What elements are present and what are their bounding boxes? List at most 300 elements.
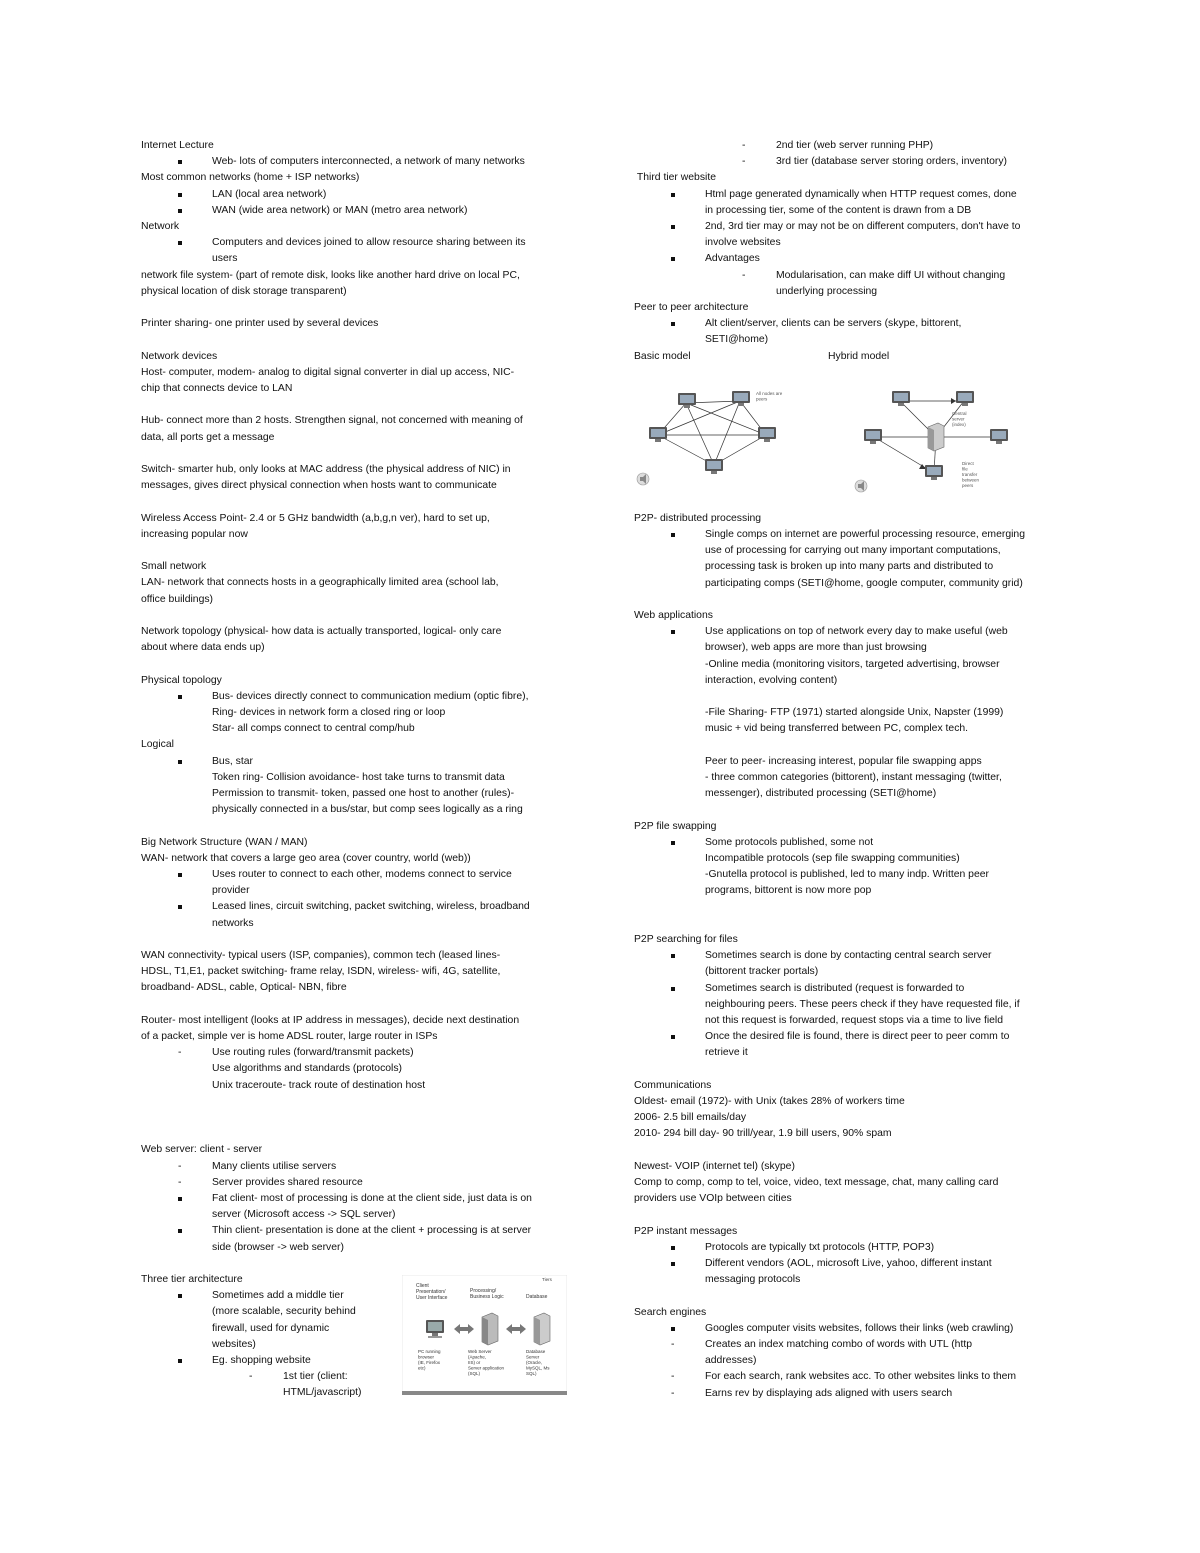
indented-line — [634, 332, 1066, 348]
indented-line — [634, 705, 1066, 721]
bullet-text: For each search, rank websites acc. To other websites links to them — [705, 1371, 1017, 1383]
peer-computer-icon — [925, 465, 943, 480]
text-line — [141, 1142, 573, 1158]
line-text: increasing popular now — [141, 528, 248, 540]
line-text: Ring- devices in network form a closed ring or loop — [212, 706, 446, 718]
bullet-text: Computers and devices joined to allow resource sharing between its — [212, 237, 526, 249]
figure-label: (SQL) — [468, 1371, 481, 1376]
bullet-text: Creates an index matching combo of words with UTL (http — [705, 1339, 973, 1351]
three-tier-architecture-figure — [402, 1275, 567, 1395]
sound-icon — [637, 473, 649, 485]
bullet-item — [141, 154, 573, 170]
text-line — [141, 349, 573, 365]
text-line — [141, 592, 573, 608]
line-text: in processing tier, some of the content is drawn from a DB — [705, 204, 972, 216]
blank-line — [141, 818, 573, 834]
line-text: P2P file swapping — [634, 820, 717, 832]
indented-line — [634, 543, 1066, 559]
figure-label: All nodes are — [756, 391, 783, 396]
blank-line — [634, 802, 1066, 818]
indented-line — [634, 786, 1066, 802]
figure-label: Server application — [468, 1365, 505, 1371]
bullet-text: Different vendors (AOL, microsoft Live, yahoo, different instant — [705, 1258, 992, 1270]
text-line — [634, 1305, 1066, 1321]
bullet-item — [634, 1369, 1066, 1385]
text-line — [141, 737, 573, 753]
blank-line — [141, 446, 573, 462]
figure-label: User Interface — [416, 1295, 448, 1301]
blank-line — [141, 608, 573, 624]
bullet-text: Sometimes add a middle tier — [212, 1290, 344, 1302]
indented-line — [634, 235, 1066, 251]
line-text: Web server: client - server — [141, 1144, 263, 1156]
line-text: side (browser -> web server) — [212, 1241, 344, 1253]
line-text: Hub- connect more than 2 hosts. Strengthen signal, not concerned with meaning of — [141, 415, 523, 427]
line-text: 2006- 2.5 bill emails/day — [634, 1112, 747, 1124]
indented-line — [634, 1013, 1066, 1029]
indented-line — [141, 1078, 573, 1094]
dash-bullet-icon: - — [742, 269, 746, 281]
figure-label: (Apache, — [468, 1354, 487, 1360]
text-line — [141, 284, 573, 300]
indented-line — [634, 657, 1066, 673]
sub-bullet-item — [634, 154, 1066, 170]
text-line — [634, 300, 1066, 316]
dash-bullet-icon: - — [671, 1387, 675, 1399]
line-text: Communications — [634, 1079, 712, 1091]
indented-line — [634, 721, 1066, 737]
indented-line — [141, 802, 573, 818]
line-text: Logical — [141, 739, 174, 751]
text-line — [141, 413, 573, 429]
bullet-item — [634, 1029, 1066, 1045]
text-line — [141, 624, 573, 640]
dash-bullet-icon: - — [249, 1371, 253, 1383]
line-text: office buildings) — [141, 593, 214, 605]
line-text: Wireless Access Point- 2.4 or 5 GHz bandwidth (a,b,g,n ver), hard to set up, — [141, 512, 490, 524]
line-text: messages, gives direct physical connection when hosts want to communicate — [141, 480, 497, 492]
line-text: HDSL, T1,E1, packet switching- frame relay, ISDN, wireless- wifi, 4G, satellite, — [141, 966, 501, 978]
indented-line — [634, 997, 1066, 1013]
line-text: Switch- smarter hub, only looks at MAC address (the physical address of NIC) in — [141, 464, 511, 475]
text-line — [141, 1029, 573, 1045]
bullet-item — [141, 1191, 573, 1207]
line-text: participating comps (SETI@home, google computer, community grid) — [705, 577, 1023, 589]
line-text: networks — [212, 917, 254, 929]
line-text: firewall, used for dynamic — [212, 1322, 330, 1334]
figure-label: server — [952, 416, 965, 422]
peer-computer-icon — [892, 391, 910, 406]
blank-line — [634, 592, 1066, 608]
bullet-text: 2nd, 3rd tier may or may not be on different computers, don't have to — [705, 221, 1021, 233]
line-text: browser), web apps are more than just browsing — [705, 642, 927, 654]
line-text: Oldest- email (1972)- with Unix (takes 28% of workers time — [634, 1096, 905, 1108]
line-text: - three common categories (bittorent), instant messaging (twitter, — [705, 772, 1002, 784]
text-line — [141, 365, 573, 381]
figure-label: IIS) or — [468, 1360, 481, 1365]
peer-computer-icon — [758, 427, 776, 442]
line-text: about where data ends up) — [141, 642, 265, 654]
text-line — [141, 478, 573, 494]
line-text: data, all ports get a message — [141, 431, 275, 443]
line-text: P2P instant messages — [634, 1225, 738, 1237]
text-line — [141, 1013, 573, 1029]
peer-computer-icon — [956, 391, 974, 406]
line-text: Router- most intelligent (looks at IP address in messages), decide next destination — [141, 1014, 520, 1026]
figure-label: peers — [962, 483, 974, 488]
figure-label: (index) — [952, 422, 966, 427]
tiers-corner-label: Tiers — [542, 1277, 552, 1282]
line-text: Printer sharing- one printer used by several devices — [141, 318, 379, 330]
indented-line — [634, 851, 1066, 867]
blank-line — [141, 1256, 573, 1272]
line-text: programs, bittorent is now more pop — [705, 885, 872, 897]
bullet-text: Uses router to connect to each other, modems connect to service — [212, 869, 512, 880]
line-text: Big Network Structure (WAN / MAN) — [141, 836, 308, 848]
bullet-item — [634, 948, 1066, 964]
line-text: Comp to comp, comp to tel, voice, video, text message, chat, many calling card — [634, 1177, 999, 1189]
tier3-heading — [526, 1294, 548, 1300]
sound-icon — [855, 480, 867, 492]
blank-line — [141, 997, 573, 1013]
blank-line — [634, 689, 1066, 705]
figure-label: Database — [526, 1294, 548, 1300]
text-line — [141, 559, 573, 575]
text-line — [141, 138, 573, 154]
indented-line — [141, 786, 573, 802]
line-text: Small network — [141, 561, 207, 573]
indented-line — [634, 1045, 1066, 1061]
bullet-text: 1st tier (client: — [283, 1371, 348, 1383]
bullet-item — [634, 1240, 1066, 1256]
bullet-item — [141, 187, 573, 203]
line-text: websites) — [212, 1338, 256, 1350]
blank-line — [141, 1094, 573, 1110]
line-text: Web applications — [634, 610, 713, 622]
text-line — [141, 268, 573, 284]
line-text: processing task is broken up into many parts and distributed to — [705, 561, 994, 573]
indented-line — [141, 916, 573, 932]
text-line — [141, 640, 573, 656]
indented-line — [141, 883, 573, 899]
indented-line — [634, 770, 1066, 786]
line-text: use of processing for carrying out many important computations, — [705, 545, 1001, 557]
line-text: network file system- (part of remote disk, looks like another hard drive on local PC, — [141, 269, 520, 281]
figure-label: Processing/ — [470, 1288, 497, 1294]
indented-line — [634, 1353, 1066, 1369]
blank-line — [634, 900, 1066, 916]
bullet-text: Html page generated dynamically when HTTP request comes, done — [705, 188, 1017, 200]
bullet-item — [634, 1386, 1066, 1402]
blank-line — [141, 1110, 573, 1126]
bullet-text: Use routing rules (forward/transmit packets) — [212, 1047, 414, 1059]
blank-line — [141, 656, 573, 672]
figure-label: Central — [952, 411, 967, 416]
line-text: P2P searching for files — [634, 934, 738, 946]
line-text: Use algorithms and standards (protocols) — [212, 1063, 403, 1075]
peer-computer-icon — [732, 391, 750, 406]
bullet-item — [141, 1223, 573, 1239]
indented-line — [141, 721, 573, 737]
peer-computer-icon — [649, 427, 667, 442]
p2p-basic-model-figure — [634, 385, 794, 487]
line-text: underlying processing — [776, 285, 878, 297]
hybrid-model-note-server — [952, 411, 967, 427]
text-line — [634, 608, 1066, 624]
indented-line — [634, 284, 1066, 300]
blank-line — [141, 397, 573, 413]
indented-line — [141, 1240, 573, 1256]
text-line — [141, 316, 573, 332]
bullet-text: Fat client- most of processing is done at the client side, just data is on — [212, 1192, 532, 1204]
line-text: server (Microsoft access -> SQL server) — [212, 1209, 396, 1221]
line-text: Peer to peer architecture — [634, 302, 749, 314]
indented-line — [634, 883, 1066, 899]
sub-bullet-item — [634, 138, 1066, 154]
bullet-item — [634, 835, 1066, 851]
dash-bullet-icon: - — [742, 156, 746, 168]
indented-line — [634, 673, 1066, 689]
blank-line — [141, 932, 573, 948]
bullet-item — [141, 203, 573, 219]
figure-label: MySQL, Ms — [526, 1365, 550, 1371]
text-line — [634, 819, 1066, 835]
figure-label: (IE, Firefox — [418, 1360, 441, 1365]
bullet-item — [141, 899, 573, 915]
figure-label: Client — [416, 1283, 429, 1289]
bullet-text: Single comps on internet are powerful processing resource, emerging — [705, 529, 1025, 541]
figure-label: PC running — [418, 1349, 441, 1354]
figure-label: Server — [526, 1354, 540, 1360]
line-text: Third tier website — [634, 172, 717, 184]
line-text: physical location of disk storage transparent) — [141, 285, 347, 297]
bullet-item — [141, 1045, 573, 1061]
text-line — [141, 381, 573, 397]
bullet-item — [634, 1337, 1066, 1353]
text-line — [634, 170, 1066, 186]
text-line — [141, 980, 573, 996]
bullet-item — [634, 624, 1066, 640]
bullet-item — [634, 1321, 1066, 1337]
line-text: Peer to peer- increasing interest, popular file swapping apps — [705, 755, 982, 767]
hybrid-model-note-transfer — [962, 461, 980, 488]
indented-line — [634, 964, 1066, 980]
peer-computer-icon — [864, 429, 882, 444]
line-text: providers use VOIp between cities — [634, 1193, 792, 1205]
bullet-text: Once the desired file is found, there is direct peer to peer comm to — [705, 1031, 1010, 1043]
text-line — [141, 170, 573, 186]
text-line — [634, 1094, 1066, 1110]
figure-label: (Oracle, — [526, 1360, 543, 1365]
bullet-item — [634, 316, 1066, 332]
figure-label: between — [962, 477, 980, 483]
dash-bullet-icon: - — [178, 1047, 182, 1059]
line-text: (more scalable, security behind — [212, 1306, 356, 1318]
text-line — [634, 1126, 1066, 1142]
text-line — [141, 511, 573, 527]
peer-computer-icon — [705, 459, 723, 474]
blank-line — [634, 1062, 1066, 1078]
bullet-text: Some protocols published, some not — [705, 836, 874, 848]
figure-label: etc) — [418, 1365, 426, 1371]
bullet-text: WAN (wide area network) or MAN (metro area network) — [212, 204, 468, 216]
line-text: Three tier architecture — [141, 1273, 243, 1285]
peer-computer-icon — [990, 429, 1008, 444]
bullet-item — [141, 754, 573, 770]
indented-line — [141, 1061, 573, 1077]
blank-line — [634, 738, 1066, 754]
model-labels-row — [634, 349, 1066, 365]
figure-label: Business Logic — [470, 1294, 504, 1300]
bullet-text: Alt client/server, clients can be servers (skype, bittorent, — [705, 318, 962, 330]
bullet-text: Sometimes search is done by contacting central search server — [705, 950, 992, 962]
blank-line — [634, 1143, 1066, 1159]
bullet-text: Protocols are typically txt protocols (HTTP, POP3) — [705, 1241, 935, 1253]
bullet-item — [634, 527, 1066, 543]
bullet-text: Leased lines, circuit switching, packet switching, wireless, broadband — [212, 901, 530, 913]
blank-line — [141, 332, 573, 348]
bullet-item — [141, 1175, 573, 1191]
left-column — [141, 138, 573, 1402]
web-server-icon — [482, 1313, 498, 1345]
bullet-item — [634, 251, 1066, 267]
line-text: Unix traceroute- track route of destination host — [212, 1079, 426, 1091]
bullet-item — [634, 981, 1066, 997]
right-column — [634, 138, 1066, 1402]
line-text: Host- computer, modem- analog to digital signal converter in dial up access, NIC- — [141, 366, 515, 378]
bullet-text: LAN (local area network) — [212, 188, 327, 200]
text-line — [634, 1224, 1066, 1240]
line-text: Newest- VOIP (internet tel) (skype) — [634, 1160, 795, 1172]
line-text: (bittorent tracker portals) — [705, 966, 819, 978]
line-text: Internet Lecture — [141, 140, 214, 151]
figure-label: Presentation/ — [416, 1289, 446, 1295]
text-line — [634, 1078, 1066, 1094]
indented-line — [141, 251, 573, 267]
line-text: Physical topology — [141, 674, 222, 686]
bullet-text: Server provides shared resource — [212, 1176, 363, 1188]
text-line — [141, 964, 573, 980]
basic-model-label: Basic model — [634, 350, 691, 362]
text-line — [141, 219, 573, 235]
blank-line — [141, 300, 573, 316]
line-text: SETI@home) — [705, 334, 769, 346]
indented-line — [634, 640, 1066, 656]
bullet-text: Earns rev by displaying ads aligned with users search — [705, 1387, 953, 1399]
bullet-text: Many clients utilise servers — [212, 1160, 337, 1172]
bullet-text: Modularisation, can make diff UI without changing — [776, 269, 1006, 281]
figure-label: Web Server — [468, 1349, 492, 1354]
line-text: messaging protocols — [705, 1274, 801, 1286]
text-line — [141, 430, 573, 446]
figure-label: peers — [756, 396, 768, 402]
line-text: -File Sharing- FTP (1971) started alongside Unix, Napster (1999) — [705, 707, 1004, 719]
line-text: Permission to transmit- token, passed one host to another (rules)- — [212, 788, 515, 799]
text-line — [141, 835, 573, 851]
indented-line — [634, 559, 1066, 575]
mesh-links — [658, 401, 766, 465]
line-text: Network topology (physical- how data is actually transported, logical- only care — [141, 625, 502, 637]
dash-bullet-icon: - — [671, 1339, 675, 1351]
line-text: -Online media (monitoring visitors, targeted advertising, browser — [705, 658, 1000, 670]
text-line — [634, 1159, 1066, 1175]
bullet-text: 2nd tier (web server running PHP) — [776, 140, 934, 151]
line-text: Star- all comps connect to central comp/hub — [212, 723, 415, 735]
text-line — [634, 1175, 1066, 1191]
line-text: WAN connectivity- typical users (ISP, companies), common tech (leased lines- — [141, 950, 501, 961]
line-text: physically connected in a bus/star, but comp sees logically as a ring — [212, 804, 523, 816]
line-text: -Gnutella protocol is published, led to many indp. Written peer — [705, 869, 989, 881]
text-line — [634, 1191, 1066, 1207]
dash-bullet-icon: - — [671, 1371, 675, 1383]
text-line — [634, 1110, 1066, 1126]
line-text: provider — [212, 885, 250, 897]
bullet-item — [141, 689, 573, 705]
text-line — [141, 948, 573, 964]
bullet-text: Web- lots of computers interconnected, a network of many networks — [212, 156, 525, 168]
dash-bullet-icon: - — [178, 1176, 182, 1188]
line-text: WAN- network that covers a large geo area (cover country, world (web)) — [141, 852, 471, 864]
dash-bullet-icon: - — [178, 1160, 182, 1172]
line-text: HTML/javascript) — [283, 1387, 362, 1399]
blank-line — [634, 1288, 1066, 1304]
figure-label: Direct — [962, 461, 974, 466]
bullet-item — [634, 1256, 1066, 1272]
line-text: of a packet, simple ver is home ADSL router, large router in ISPs — [141, 1031, 438, 1042]
line-text: chip that connects device to LAN — [141, 383, 293, 395]
bullet-text: Bus, star — [212, 755, 253, 767]
blank-line — [634, 916, 1066, 932]
line-text: Incompatible protocols (sep file swapping communities) — [705, 853, 960, 865]
figure-label: SQL) — [526, 1371, 537, 1376]
indented-line — [634, 1272, 1066, 1288]
p2p-hybrid-model-figure — [852, 385, 1012, 495]
line-text: Token ring- Collision avoidance- host take turns to transmit data — [212, 771, 505, 783]
line-text: Most common networks (home + ISP networks) — [141, 172, 360, 184]
text-line — [141, 575, 573, 591]
bullet-item — [634, 187, 1066, 203]
blank-line — [141, 494, 573, 510]
line-text: retrieve it — [705, 1047, 748, 1059]
line-text: 2010- 294 bill day- 90 trill/year, 1.9 bill users, 90% spam — [634, 1128, 892, 1140]
indented-line — [141, 705, 573, 721]
bullet-text: Sometimes search is distributed (request is forwarded to — [705, 982, 965, 994]
text-line — [141, 527, 573, 543]
figure-label: file — [962, 466, 968, 472]
dash-bullet-icon: - — [742, 140, 746, 151]
figure-label: Database — [526, 1349, 546, 1354]
line-text: music + vid being transferred between PC, complex tech. — [705, 723, 969, 735]
bullet-item — [141, 867, 573, 883]
bullet-text: Googles computer visits websites, follows their links (web crawling) — [705, 1322, 1014, 1334]
blank-line — [141, 1126, 573, 1142]
line-text: Search engines — [634, 1306, 707, 1318]
bullet-item — [141, 1159, 573, 1175]
indented-line — [634, 203, 1066, 219]
bullet-text: Eg. shopping website — [212, 1355, 311, 1366]
line-text: messenger), distributed processing (SETI@home) — [705, 788, 937, 800]
indented-line — [141, 770, 573, 786]
bullet-item — [141, 235, 573, 251]
text-line — [634, 932, 1066, 948]
bullet-text: Advantages — [705, 253, 760, 265]
bullet-text: Use applications on top of network every day to make useful (web — [705, 626, 1008, 638]
indented-line — [634, 754, 1066, 770]
sub-bullet-item — [634, 268, 1066, 284]
bullet-text: Thin client- presentation is done at the client + processing is at server — [212, 1225, 532, 1237]
figure-label: transfer — [962, 472, 978, 477]
line-text: interaction, evolving content) — [705, 674, 838, 686]
